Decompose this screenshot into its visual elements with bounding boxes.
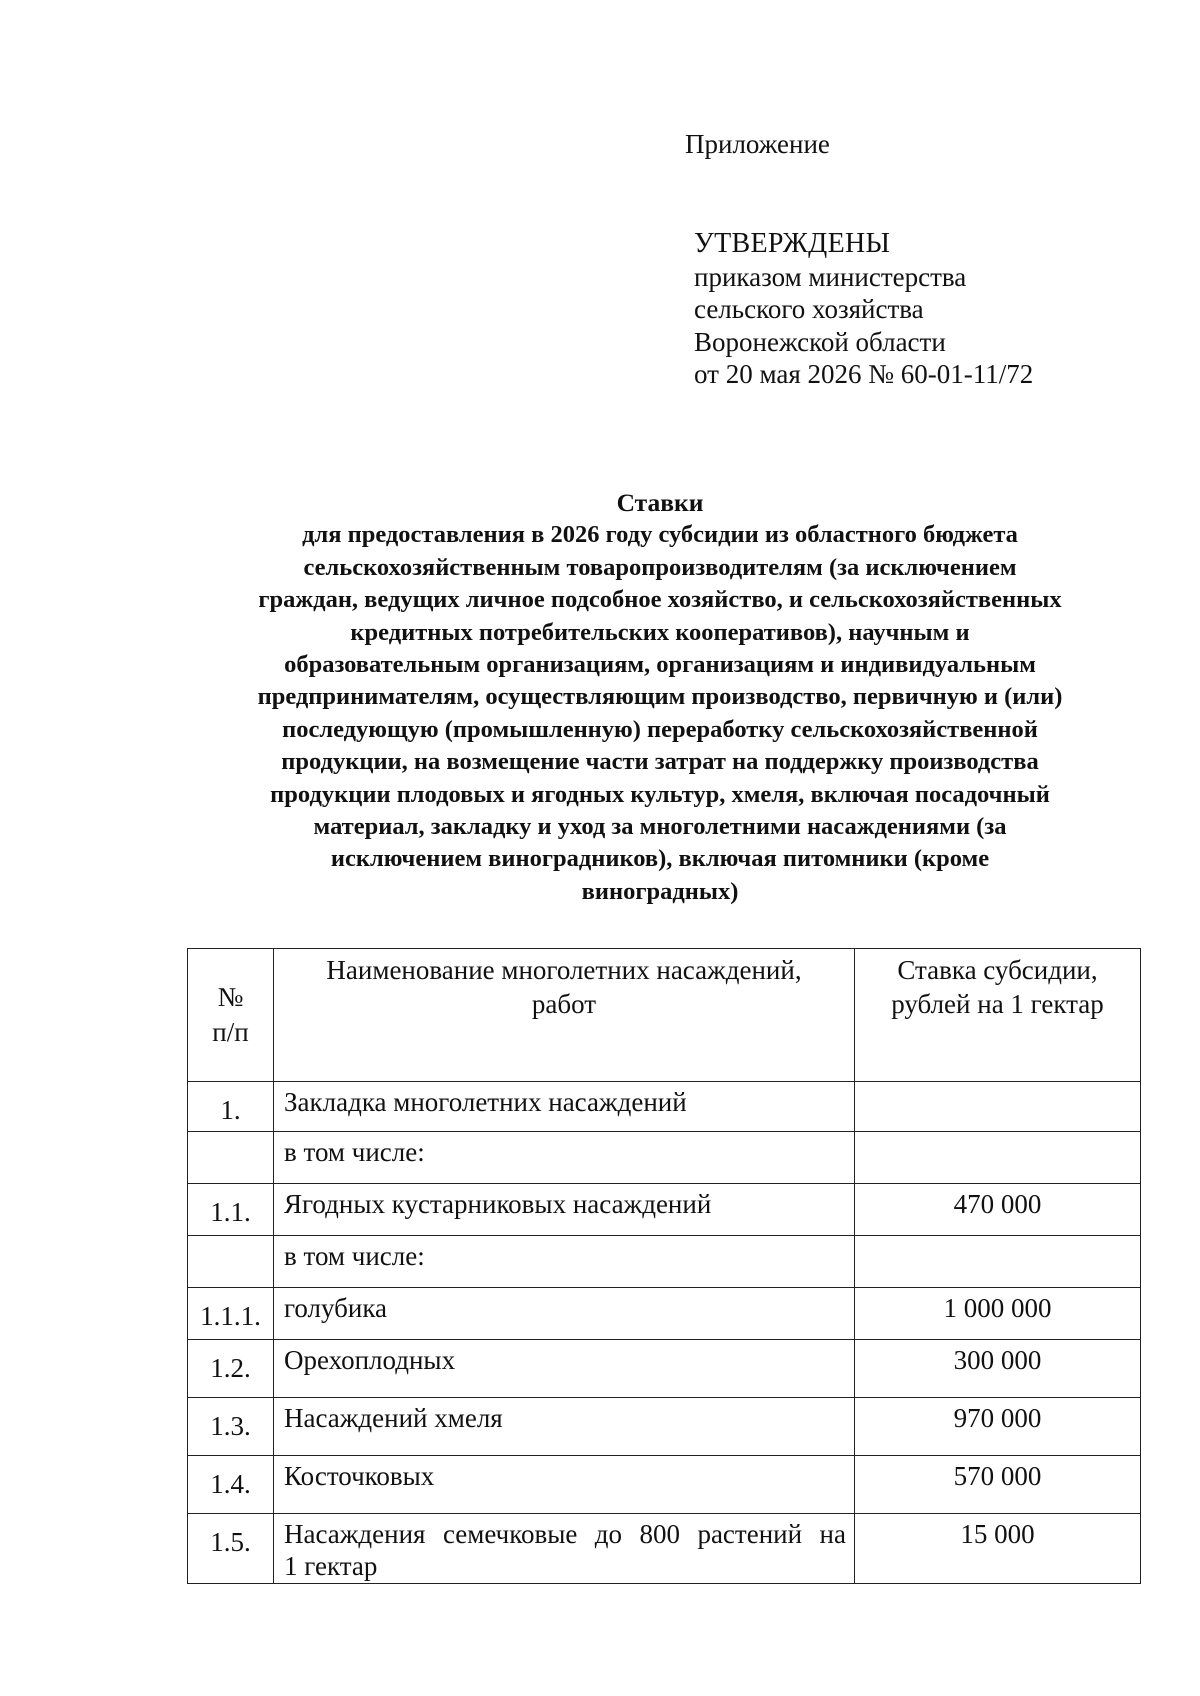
table-row [188,1132,1141,1184]
table-row [188,1288,1141,1340]
rates-table [187,948,1141,1584]
header-name-line: Наименование многолетних насаждений, [326,955,802,985]
appendix-label: Приложение [685,129,830,159]
row-name-line [284,1518,846,1550]
row-name-line: 1 гектар [284,1551,378,1581]
title-line: материал, закладку и уход за многолетними насаждениями (за [313,813,1007,841]
row-name-word: до [594,1519,623,1549]
title-line: сельскохозяйственным товаропроизводителям (за исключением [303,553,1017,581]
row-name-word: 800 [639,1519,680,1549]
title-line: для предоставления в 2026 году субсидии из областного бюджета [302,521,1018,549]
table-row [188,1082,1141,1132]
row-number: 1. [188,1082,274,1132]
row-rate: 970 000 [855,1398,1141,1456]
row-name: Ягодных кустарниковых насаждений [274,1184,855,1236]
title-line: продукции, на возмещение части затрат на поддержку производства [281,748,1039,776]
row-number [188,1132,274,1184]
header-number [188,949,274,1082]
row-rate [855,1236,1141,1288]
header-rate [855,949,1141,1082]
row-name: голубика [274,1288,855,1340]
approval-line: приказом министерства [694,261,967,292]
row-name: в том числе: [274,1132,855,1184]
table-row [188,1340,1141,1398]
row-rate: 570 000 [855,1456,1141,1514]
row-rate: 470 000 [855,1184,1141,1236]
approval-block [694,228,1033,391]
title-line: кредитных потребительских кооперативов), научным и [350,618,970,646]
row-number: 1.4. [188,1456,274,1514]
title-line: граждан, ведущих личное подсобное хозяйство, и сельскохозяйственных [258,586,1062,614]
table-row [188,1456,1141,1514]
row-rate: 1 000 000 [855,1288,1141,1340]
row-name: в том числе: [274,1236,855,1288]
approval-line: сельского хозяйства [694,294,924,324]
header-number-line: № [217,982,244,1012]
approval-line: Воронежской области [694,326,946,357]
title-line: виноградных) [581,877,739,905]
row-name: Закладка многолетних насаждений [274,1082,855,1132]
row-name-word: растений [697,1519,803,1549]
document-title [180,487,1140,908]
table-header-row [188,949,1141,1082]
title-line: исключением виноградников), включая питомники (кроме [330,845,990,873]
table-row [188,1398,1141,1456]
header-name-line: работ [531,989,597,1019]
header-rate-line: рублей на 1 гектар [891,989,1104,1019]
row-name-word: Насаждения [284,1519,426,1549]
title-main: Ставки [616,488,704,517]
table-row [188,1236,1141,1288]
row-name-word: семечковые [442,1519,578,1549]
header-rate-line: Ставка субсидии, [897,955,1098,985]
row-rate [855,1082,1141,1132]
header-number-line: п/п [212,1017,249,1047]
row-number: 1.1.1. [188,1288,274,1340]
title-line: продукции плодовых и ягодных культур, хмеля, включая посадочный [270,780,1050,808]
row-name: Насаждений хмеля [274,1398,855,1456]
title-line: образовательным организациям, организациям и индивидуальным [284,651,1036,679]
title-line: предпринимателям, осуществляющим производство, первичную и (или) [257,683,1063,711]
row-number: 1.2. [188,1340,274,1398]
approval-heading: УТВЕРЖДЕНЫ [694,228,891,259]
row-rate: 15 000 [855,1514,1141,1584]
row-number: 1.1. [188,1184,274,1236]
table-row [188,1514,1141,1584]
row-rate [855,1132,1141,1184]
table-row [188,1184,1141,1236]
row-name: Орехоплодных [274,1340,855,1398]
title-line: последующую (промышленную) переработку сельскохозяйственной [282,715,1038,743]
row-name: Косточковых [274,1456,855,1514]
header-name [274,949,855,1082]
row-number: 1.3. [188,1398,274,1456]
row-name-word: на [819,1519,846,1549]
row-rate: 300 000 [855,1340,1141,1398]
row-number [188,1236,274,1288]
row-name [274,1514,855,1584]
row-number: 1.5. [188,1514,274,1584]
approval-line: от 20 мая 2026 № 60-01-11/72 [694,359,1034,389]
